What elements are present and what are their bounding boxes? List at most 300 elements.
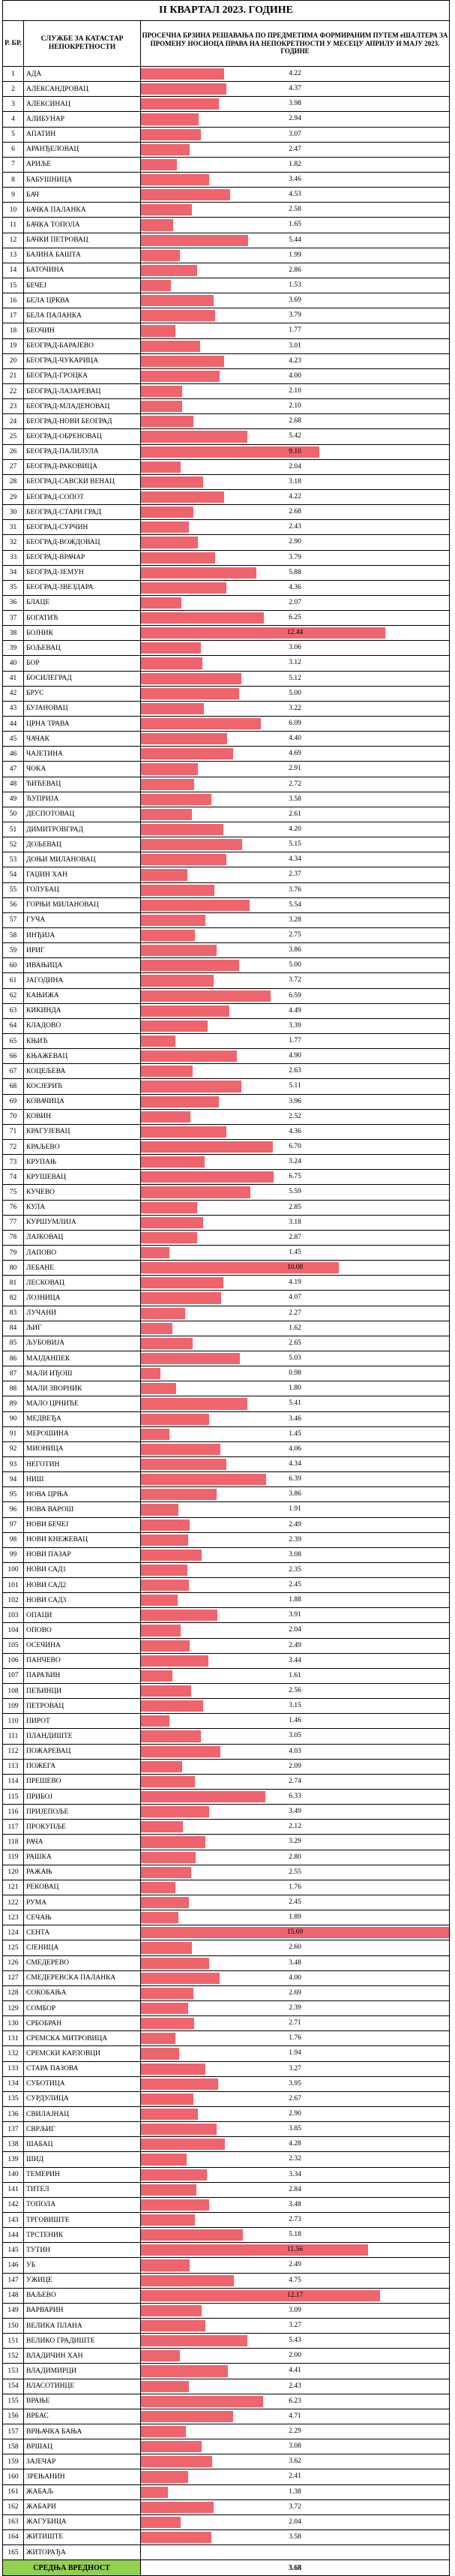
row-number: 106 xyxy=(3,1653,24,1668)
bar-cell xyxy=(141,641,450,656)
bar-value-label: 2.91 xyxy=(289,765,301,773)
bar-cell xyxy=(141,1366,450,1381)
bar-value-label: 6.39 xyxy=(289,1475,301,1483)
bar-value-label: 2.65 xyxy=(289,1339,301,1347)
bar-cell xyxy=(141,611,450,626)
office-name: БЕОГРАД-СУРЧИН xyxy=(24,520,141,535)
table-row xyxy=(3,1291,450,1306)
row-number: 41 xyxy=(3,671,24,686)
bar-cell xyxy=(141,112,450,127)
office-name: КЊАЖЕВАЦ xyxy=(24,1049,141,1064)
bar-cell xyxy=(141,732,450,747)
bar-cell xyxy=(141,1049,450,1064)
bar-value-label: 3.28 xyxy=(289,915,301,924)
row-number: 103 xyxy=(3,1608,24,1623)
table-row xyxy=(3,1094,450,1109)
office-name: КРАГУЈЕВАЦ xyxy=(24,1124,141,1139)
office-name: ВЕЛИКО ГРАДИШТЕ xyxy=(24,2334,141,2349)
bar-cell xyxy=(141,1925,450,1940)
office-name: ДЕСПОТОВАЦ xyxy=(24,807,141,822)
table-row xyxy=(3,263,450,278)
office-name: КРУПАЊ xyxy=(24,1155,141,1170)
bar-value-label: 3.08 xyxy=(289,1550,301,1559)
bar-value-label: 6.23 xyxy=(289,2397,301,2405)
row-number: 63 xyxy=(3,1003,24,1018)
bar-value-label: 4.20 xyxy=(289,825,301,834)
row-number: 136 xyxy=(3,2106,24,2121)
bar-value-label: 3.72 xyxy=(289,976,301,984)
bar-cell xyxy=(141,1456,450,1471)
row-number: 14 xyxy=(3,263,24,278)
table-row xyxy=(3,2182,450,2197)
bar-value-label: 2.55 xyxy=(289,1868,301,1876)
table-row xyxy=(3,1865,450,1880)
table-row xyxy=(3,2303,450,2318)
row-number: 23 xyxy=(3,399,24,414)
row-number: 35 xyxy=(3,580,24,595)
bar-cell xyxy=(141,2197,450,2212)
bar-value-label: 2.45 xyxy=(289,1898,301,1907)
row-number: 44 xyxy=(3,717,24,732)
row-number: 39 xyxy=(3,641,24,656)
bar-cell xyxy=(141,338,450,353)
table-row xyxy=(3,1276,450,1291)
bar-cell xyxy=(141,2076,450,2091)
office-name: СВРЉИГ xyxy=(24,2122,141,2137)
row-number: 32 xyxy=(3,535,24,550)
table-row xyxy=(3,1774,450,1789)
bar-value-label: 4.40 xyxy=(289,735,301,743)
row-number: 110 xyxy=(3,1714,24,1729)
office-name: ЛАПОВО xyxy=(24,1245,141,1260)
bar-cell xyxy=(141,2122,450,2137)
row-number: 119 xyxy=(3,1850,24,1865)
bar-cell xyxy=(141,1411,450,1426)
table-title: II КВАРТАЛ 2023. ГОДИНЕ xyxy=(3,1,450,21)
office-name: БЛАЦЕ xyxy=(24,595,141,610)
row-number: 162 xyxy=(3,2499,24,2514)
row-number: 142 xyxy=(3,2197,24,2212)
bar-cell xyxy=(141,701,450,716)
row-number: 59 xyxy=(3,943,24,958)
bar-cell xyxy=(141,2334,450,2349)
table-body xyxy=(3,67,450,2560)
bar-cell xyxy=(141,414,450,429)
table-row xyxy=(3,1744,450,1759)
bar-value-label: 4.22 xyxy=(289,492,301,500)
bar-cell xyxy=(141,1985,450,2000)
bar-cell xyxy=(141,1910,450,1925)
office-name: БЕОГРАД-МЛАДЕНОВАЦ xyxy=(24,399,141,414)
office-name: ПАРАЋИН xyxy=(24,1668,141,1683)
bar-value-label: 2.10 xyxy=(289,386,301,395)
table-row xyxy=(3,1155,450,1170)
row-number: 13 xyxy=(3,248,24,263)
row-number: 165 xyxy=(3,2545,24,2560)
office-name: РАШКА xyxy=(24,1850,141,1865)
bar-cell xyxy=(141,2318,450,2333)
bar-value-label: 3.95 xyxy=(289,2079,301,2088)
row-number: 24 xyxy=(3,414,24,429)
row-number: 113 xyxy=(3,1759,24,1774)
office-name: ЖИТИШТЕ xyxy=(24,2529,141,2544)
table-row xyxy=(3,1623,450,1638)
row-number: 37 xyxy=(3,611,24,626)
row-number: 86 xyxy=(3,1351,24,1366)
row-number: 120 xyxy=(3,1865,24,1880)
bar-cell xyxy=(141,2106,450,2121)
bar-value-label: 3.46 xyxy=(289,175,301,183)
table-row xyxy=(3,2243,450,2258)
bar-cell xyxy=(141,67,450,82)
table-row xyxy=(3,2318,450,2333)
row-number: 31 xyxy=(3,520,24,535)
office-name: МАЛИ ИЂОШ xyxy=(24,1366,141,1381)
office-name: ЧОКА xyxy=(24,762,141,777)
bar-value-label: 2.10 xyxy=(289,402,301,410)
office-name: ОСЕЧИНА xyxy=(24,1638,141,1653)
row-number: 66 xyxy=(3,1049,24,1064)
table-row xyxy=(3,1684,450,1699)
bar-cell xyxy=(141,353,450,368)
table-row xyxy=(3,1699,450,1714)
bar-cell xyxy=(141,444,450,459)
bar-value-label: 5.41 xyxy=(289,1399,301,1408)
office-name: АПАТИН xyxy=(24,127,141,142)
row-number: 52 xyxy=(3,837,24,852)
table-row xyxy=(3,2016,450,2031)
office-name: НОВИ ПАЗАР xyxy=(24,1547,141,1562)
bar-cell xyxy=(141,1381,450,1396)
bar-value-label: 2.68 xyxy=(289,417,301,425)
bar-value-label: 2.37 xyxy=(289,870,301,879)
bar-value-label: 1.61 xyxy=(289,1671,301,1679)
bar-value-label: 4.41 xyxy=(289,2367,301,2375)
table-row xyxy=(3,717,450,732)
bar-cell xyxy=(141,399,450,414)
office-name: АЛИБУНАР xyxy=(24,112,141,127)
bar-value-label: 4.71 xyxy=(289,2412,301,2420)
table-row xyxy=(3,1835,450,1850)
bar-value-label: 2.68 xyxy=(289,508,301,516)
bar-value-label: 15.69 xyxy=(286,1928,304,1937)
bar-value-label xyxy=(141,2545,449,2559)
office-name: РУМА xyxy=(24,1895,141,1910)
bar-value-label: 2.04 xyxy=(289,1626,301,1634)
row-number: 107 xyxy=(3,1668,24,1683)
row-number: 159 xyxy=(3,2454,24,2469)
bar-value-label: 2.60 xyxy=(289,1943,301,1952)
bar-value-label: 3.09 xyxy=(289,2306,301,2314)
bar-value-label: 1.76 xyxy=(289,1883,301,1891)
office-name: ВЕЛИКА ПЛАНА xyxy=(24,2318,141,2333)
row-number: 30 xyxy=(3,505,24,520)
bar-value-label: 5.12 xyxy=(289,674,301,682)
office-name: БАЧ xyxy=(24,188,141,203)
bar-cell xyxy=(141,1593,450,1608)
row-number: 58 xyxy=(3,928,24,943)
bar-value-label: 3.85 xyxy=(289,2125,301,2133)
bar-cell xyxy=(141,2137,450,2152)
bar-value-label: 2.41 xyxy=(289,2472,301,2481)
bar-cell xyxy=(141,717,450,732)
bar-cell xyxy=(141,958,450,973)
row-number: 83 xyxy=(3,1306,24,1321)
bar-cell xyxy=(141,142,450,157)
table-row xyxy=(3,1456,450,1471)
bar-cell xyxy=(141,2409,450,2424)
table-row xyxy=(3,1955,450,1970)
bar-cell xyxy=(141,1774,450,1789)
row-number: 140 xyxy=(3,2167,24,2182)
office-name: БЕОГРАД-ГРОЦКА xyxy=(24,368,141,383)
row-number: 28 xyxy=(3,474,24,489)
row-number: 72 xyxy=(3,1139,24,1154)
bar-value-label: 4.23 xyxy=(289,356,301,365)
row-number: 73 xyxy=(3,1155,24,1170)
bar-cell xyxy=(141,505,450,520)
office-name: БЕОГРАД-БАРАЈЕВО xyxy=(24,338,141,353)
office-name: БОГАТИЋ xyxy=(24,611,141,626)
office-name: НЕГОТИН xyxy=(24,1456,141,1471)
bar-value-label: 2.04 xyxy=(289,2517,301,2526)
bar-value-label: 1.89 xyxy=(289,1913,301,1922)
bar-value-label: 6.25 xyxy=(289,614,301,622)
office-name: СЈЕНИЦА xyxy=(24,1940,141,1955)
bar-cell xyxy=(141,429,450,444)
table-row xyxy=(3,1850,450,1865)
office-name: ПЕТРОВАЦ xyxy=(24,1699,141,1714)
average-label: СРЕДЊА ВРЕДНОСТ xyxy=(3,2560,141,2576)
office-name: СРЕМСКА МИТРОВИЦА xyxy=(24,2031,141,2046)
office-name: БЕЛА ЦРКВА xyxy=(24,293,141,308)
office-name: СМЕДЕРЕВСКА ПАЛАНКА xyxy=(24,1970,141,1985)
bar-cell xyxy=(141,1805,450,1820)
row-number: 65 xyxy=(3,1034,24,1049)
table-row xyxy=(3,1820,450,1835)
table-row xyxy=(3,1049,450,1064)
office-name: ЛЕСКОВАЦ xyxy=(24,1276,141,1291)
table-row xyxy=(3,912,450,927)
table-row xyxy=(3,429,450,444)
bar-value-label: 4.36 xyxy=(289,583,301,591)
bar-value-label: 1.88 xyxy=(289,1596,301,1604)
bar-cell xyxy=(141,1653,450,1668)
office-name: БОСИЛЕГРАД xyxy=(24,671,141,686)
row-number: 102 xyxy=(3,1593,24,1608)
office-name: НОВИ КНЕЖЕВАЦ xyxy=(24,1532,141,1547)
row-number: 7 xyxy=(3,157,24,172)
bar-cell xyxy=(141,2046,450,2061)
bar-cell xyxy=(141,278,450,293)
table-row xyxy=(3,233,450,248)
office-name: БЕОГРАД-ЧУКАРИЦА xyxy=(24,353,141,368)
row-number: 79 xyxy=(3,1245,24,1260)
bar-cell xyxy=(141,1321,450,1336)
row-number: 22 xyxy=(3,383,24,398)
table-row xyxy=(3,973,450,988)
bar-value-label: 3.07 xyxy=(289,130,301,138)
office-name: НОВА ВАРОШ xyxy=(24,1502,141,1517)
office-name: СВИЛАЈНАЦ xyxy=(24,2106,141,2121)
bar-cell xyxy=(141,2288,450,2303)
bar-value-label: 3.18 xyxy=(289,1218,301,1226)
row-number: 156 xyxy=(3,2409,24,2424)
bar-value-label: 4.19 xyxy=(289,1279,301,1287)
table-row xyxy=(3,1170,450,1185)
bar-cell xyxy=(141,2243,450,2258)
table-row xyxy=(3,2349,450,2364)
office-name: БАБУШНИЦА xyxy=(24,172,141,187)
row-number: 78 xyxy=(3,1230,24,1245)
bar-value-label: 5.42 xyxy=(289,432,301,440)
bar-cell xyxy=(141,1018,450,1033)
bar-value-label: 4.53 xyxy=(289,191,301,199)
table-row xyxy=(3,1487,450,1502)
office-name: ДОЉЕВАЦ xyxy=(24,837,141,852)
table-row xyxy=(3,580,450,595)
row-number: 38 xyxy=(3,626,24,641)
bar-cell xyxy=(141,218,450,233)
row-number: 62 xyxy=(3,988,24,1003)
row-number: 144 xyxy=(3,2228,24,2243)
row-number: 2 xyxy=(3,82,24,97)
bar-cell xyxy=(141,1638,450,1653)
office-name: ТУТИН xyxy=(24,2243,141,2258)
row-number: 67 xyxy=(3,1064,24,1079)
bar-value-label: 1.80 xyxy=(289,1384,301,1393)
office-name: ИНЂИЈА xyxy=(24,928,141,943)
row-number: 1 xyxy=(3,67,24,82)
bar-cell xyxy=(141,2016,450,2031)
office-name: СОКОБАЊА xyxy=(24,1985,141,2000)
office-name: ПЛАНДИШТЕ xyxy=(24,1729,141,1744)
row-number: 87 xyxy=(3,1366,24,1381)
bar-value-label: 2.29 xyxy=(289,2427,301,2435)
bar-value-label: 2.80 xyxy=(289,1853,301,1861)
bar-cell xyxy=(141,520,450,535)
bar-cell xyxy=(141,1835,450,1850)
row-number: 45 xyxy=(3,732,24,747)
bar-value-label: 4.36 xyxy=(289,1127,301,1135)
row-number: 135 xyxy=(3,2091,24,2106)
bar-cell xyxy=(141,747,450,762)
bar-value-label: 6.59 xyxy=(289,991,301,999)
bar-value-label: 1.91 xyxy=(289,1505,301,1513)
bar-cell xyxy=(141,1396,450,1411)
row-number: 134 xyxy=(3,2076,24,2091)
table-row xyxy=(3,142,450,157)
row-number: 16 xyxy=(3,293,24,308)
office-name: НИШ xyxy=(24,1472,141,1487)
table-row xyxy=(3,837,450,852)
row-number: 89 xyxy=(3,1396,24,1411)
table-row xyxy=(3,353,450,368)
bar-value-label: 3.62 xyxy=(289,2457,301,2466)
row-number: 4 xyxy=(3,112,24,127)
bar-value-label: 2.71 xyxy=(289,2019,301,2027)
bar-cell xyxy=(141,263,450,278)
bar-cell xyxy=(141,1487,450,1502)
row-number: 149 xyxy=(3,2303,24,2318)
bar-value-label: 6.70 xyxy=(289,1142,301,1150)
office-name: БРУС xyxy=(24,686,141,701)
bar-value-label: 5.54 xyxy=(289,900,301,909)
bar-value-label: 4.07 xyxy=(289,1294,301,1302)
table-row xyxy=(3,1411,450,1426)
office-name: АРИЉЕ xyxy=(24,157,141,172)
row-number: 48 xyxy=(3,777,24,792)
bar-cell xyxy=(141,82,450,97)
table-row xyxy=(3,928,450,943)
bar-value-label: 5.11 xyxy=(289,1082,301,1090)
bar-cell xyxy=(141,2061,450,2076)
bar-value-label: 3.49 xyxy=(289,1808,301,1816)
row-number: 29 xyxy=(3,489,24,504)
row-number: 101 xyxy=(3,1578,24,1593)
row-number: 61 xyxy=(3,973,24,988)
bar-value-label: 4.90 xyxy=(289,1052,301,1060)
office-name: ВЛАСОТИНЦЕ xyxy=(24,2379,141,2394)
bar-value-label: 3.86 xyxy=(289,946,301,954)
row-number: 155 xyxy=(3,2394,24,2409)
table-row xyxy=(3,1880,450,1895)
bar-value-label: 0.98 xyxy=(289,1369,301,1378)
table-row xyxy=(3,67,450,82)
table-row xyxy=(3,2197,450,2212)
table-row xyxy=(3,2424,450,2439)
bar-value-label: 2.07 xyxy=(289,598,301,606)
table-row xyxy=(3,1668,450,1683)
table-row xyxy=(3,157,450,172)
row-number: 138 xyxy=(3,2137,24,2152)
office-name: ШИД xyxy=(24,2152,141,2167)
bar-cell xyxy=(141,489,450,504)
bar-cell xyxy=(141,988,450,1003)
office-name: МИОНИЦА xyxy=(24,1441,141,1456)
table-row xyxy=(3,1970,450,1985)
row-number: 139 xyxy=(3,2152,24,2167)
row-number: 97 xyxy=(3,1517,24,1532)
office-name: НОВИ БЕЧЕЈ xyxy=(24,1517,141,1532)
table-row xyxy=(3,2152,450,2167)
office-name: ЖАБАРИ xyxy=(24,2499,141,2514)
bar-cell xyxy=(141,1955,450,1970)
row-number: 36 xyxy=(3,595,24,610)
table-row xyxy=(3,2409,450,2424)
office-name: КЊИЋ xyxy=(24,1034,141,1049)
table-row xyxy=(3,641,450,656)
bar-cell xyxy=(141,686,450,701)
table-row xyxy=(3,2529,450,2544)
bar-value-label: 5.59 xyxy=(289,1188,301,1196)
office-name: ГОРЊИ МИЛАНОВАЦ xyxy=(24,897,141,912)
office-name: МАЈДАНПЕК xyxy=(24,1351,141,1366)
table-row xyxy=(3,383,450,398)
bar-value-label: 3.96 xyxy=(289,1097,301,1105)
bar-cell xyxy=(141,368,450,383)
bar-value-label: 2.94 xyxy=(289,115,301,123)
bar-cell xyxy=(141,188,450,203)
row-number: 104 xyxy=(3,1623,24,1638)
table-row xyxy=(3,626,450,641)
table-row xyxy=(3,2288,450,2303)
row-number: 11 xyxy=(3,218,24,233)
row-number: 154 xyxy=(3,2379,24,2394)
bar-value-label: 5.88 xyxy=(289,568,301,576)
row-number: 137 xyxy=(3,2122,24,2137)
row-number: 82 xyxy=(3,1291,24,1306)
